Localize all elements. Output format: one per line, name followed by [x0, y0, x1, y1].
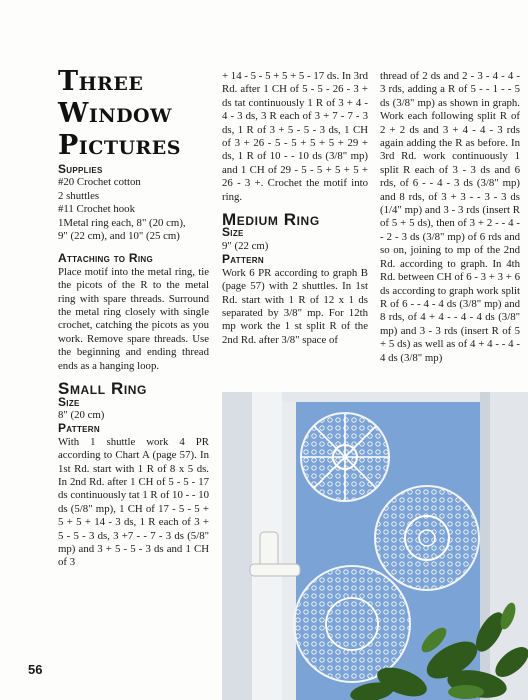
- section-heading: Pattern: [222, 252, 264, 267]
- text-line: 9" (22 cm), and 10" (25 cm): [58, 230, 180, 243]
- body-paragraph: Work 6 PR according to graph B (page 57) with 2 shuttles. In 1st Rd. start with 1 R of 12 x 1 ds separated by 3/8" mp. For 12th mp work the 1 st split R of the 2nd Rd. after 3/8" space of: [222, 266, 368, 346]
- text-column-2: [222, 70, 368, 347]
- text-line: 9" (22 cm): [222, 239, 269, 252]
- text-line: 1Metal ring each, 8" (20 cm),: [58, 216, 186, 229]
- title-line: Pictures: [58, 130, 182, 161]
- section-heading: Size: [58, 394, 80, 409]
- doily-small: [301, 413, 389, 501]
- window-frame: [282, 392, 296, 700]
- section-heading: Size: [222, 225, 244, 240]
- text-line: 8" (20 cm): [58, 408, 105, 421]
- body-paragraph: With 1 shuttle work 4 PR according to Chart A (page 57). In 1st Rd. start with 1 R of 8 x 5 ds. In 2nd Rd. after 1 CH of 5 - 5 - 17 ds continuously tat 1 R of 10 - - 10 ds (5/8" mp), 1 CH of 17 - 5 - 5 + 5 + 5 + 14 - 3 ds, 1 R each of 3 + 5 - 5 - 3 ds, 3 +7 - - 7 - 3 ds (5/8" mp) and 3 + 5 - 5 - 3 ds and 1 CH of 3: [58, 435, 209, 569]
- body-paragraph: + 14 - 5 - 5 + 5 + 5 - 17 ds. In 3rd Rd. after 1 CH of 5 - 5 - 26 - 3 + ds tat continuously 1 R of 3 + 4 - 4 - 3 ds, 3 R each of 3 + 7 - 7 - 3 ds, 1 R of 3 + 5 - 5 - 3 ds, 1 CH of 3 + 26 - 5 - 5 + 5 + 5 + 29 + ds, 1 R of 10 - - 10 ds (3/8" mp) and 1 CH of 29 - 5 - 5 + 5 + 5 + 26 - 3 +. Crochet the motif into ring.: [222, 70, 368, 203]
- title-line: Three: [58, 66, 144, 97]
- text-line: 2 shuttles: [58, 189, 100, 202]
- section-heading: Supplies: [58, 162, 103, 176]
- page-title: [58, 66, 218, 162]
- window-photo: [222, 392, 528, 700]
- text-line: #11 Crochet hook: [58, 203, 135, 216]
- section-heading: Pattern: [58, 421, 100, 436]
- section-title: Medium Ring: [222, 210, 320, 230]
- window-photo-illustration: [222, 392, 528, 700]
- doily-large: [294, 566, 410, 682]
- title-line: Window: [58, 98, 172, 129]
- body-paragraph: Place motif into the metal ring, tie the picots of the R to the metal ring with spare threads. Surround the metal ring closely with single crochet, catching the picots as you work. Remove spare threads. Use the beginning and ending thread ends as a hanging loop.: [58, 265, 209, 372]
- text-column-3: [380, 70, 520, 365]
- section-title: Small Ring: [58, 379, 147, 399]
- page-number: 56: [28, 662, 43, 677]
- body-paragraph: thread of 2 ds and 2 - 3 - 4 - 4 - 3 rds, adding a R of 5 - - 1 - - 5 ds (3/8" mp) as shown in graph. Work each following split R of 2 + 2 ds and 3 + 4 - 4 - 3 rds again adding the R as before. In 3rd Rd. work continuously 1 split R each of 3 - 3 ds and 6 rds, of 6 - - 4 - 3 ds (3/8" mp) and 8 rds, of 3 + 3 - - 3 - 3 ds (1/4" mp) and 3 - 3 rds (insert R of 5 + 5 ds), then of 3 + 2 - - 4 - - 2 - 3 ds (3/8" mp) of 6 rds and so on, joining to mp of the 2nd Rd. according to graph. In 4th Rd. between CH of 6 - 3 + 3 + 6 ds according to graph work split R of 6 - - 4 - 4 ds (3/8" mp) and 8 rds, of 4 + 4 - - 4 - 4 ds (3/8" mp) and 3 - 3 rds (insert R of 5 + 5 ds) as well as of 4 + 4 - - 4 - 4 ds (3/8" mp): [380, 70, 520, 364]
- section-heading: Attaching to Ring: [58, 251, 154, 266]
- text-column-1: [58, 163, 209, 570]
- doily-medium: [375, 486, 479, 590]
- text-line: #20 Crochet cotton: [58, 176, 141, 189]
